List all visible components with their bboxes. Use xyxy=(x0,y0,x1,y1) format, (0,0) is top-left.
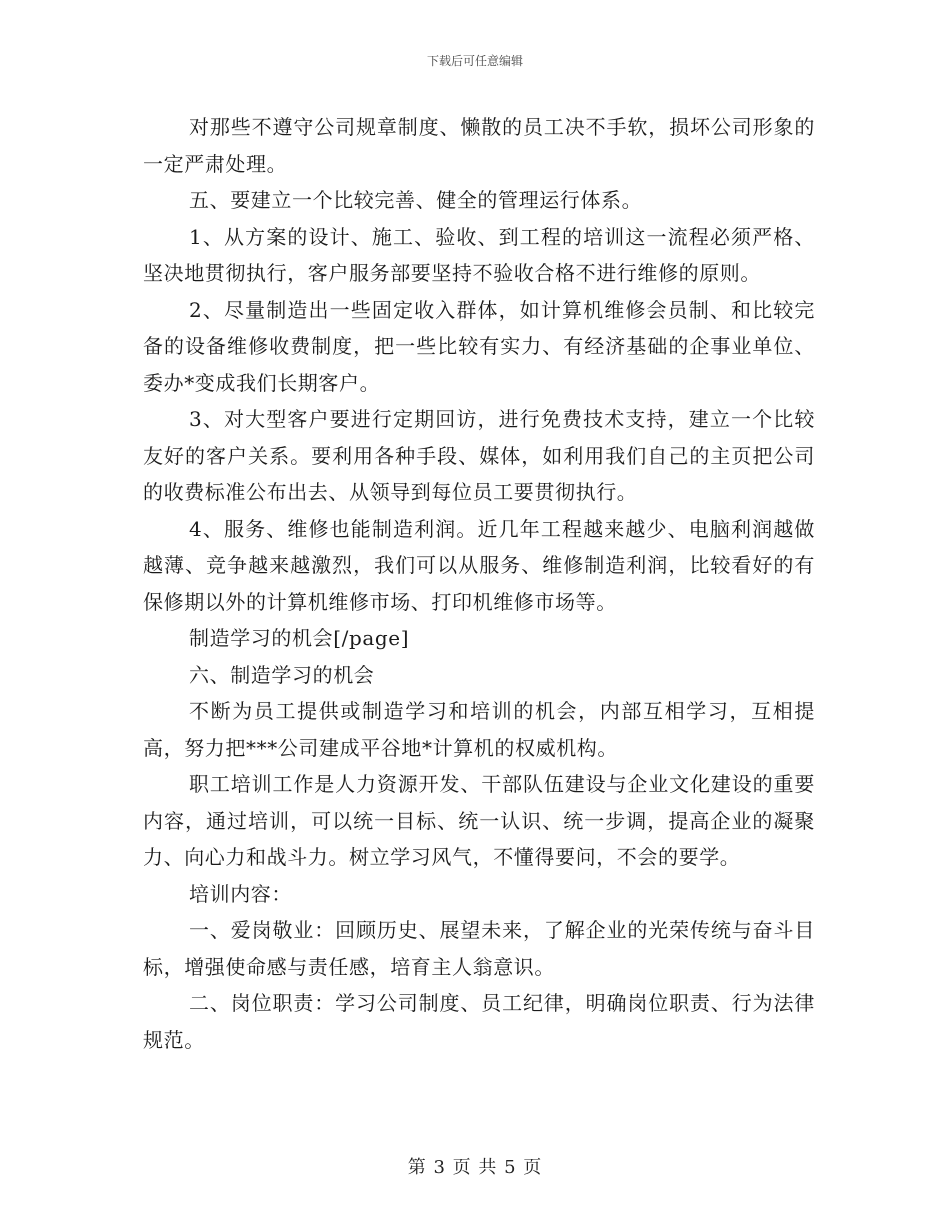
subheading: 培训内容： xyxy=(189,881,292,906)
paragraph: 制造学习的机会[/page] xyxy=(189,626,410,650)
paragraph: 职工培训工作是人力资源开发、干部队伍建设与企业文化建设的重要内容，通过培训，可以统一目标、统一认识、统一步调，提高企业的凝聚力、向心力和战斗力。树立学习风气，不懂得要问，不会的要学。 xyxy=(143,772,815,869)
paragraph: 2、尽量制造出一些固定收入群体，如计算机维修会员制、和比较完备的设备维修收费制度，把一些比较有实力、有经济基础的企事业单位、委办*变成我们长期客户。 xyxy=(143,297,815,395)
paragraph: 一、爱岗敬业：回顾历史、展望未来，了解企业的光荣传统与奋斗目标，增强使命感与责任感，培育主人翁意识。 xyxy=(143,918,815,979)
paragraph: 二、岗位职责：学习公司制度、员工纪律，明确岗位职责、行为法律规范。 xyxy=(143,991,815,1052)
page-header: 下载后可任意编辑 xyxy=(426,54,523,68)
paragraph: 对那些不遵守公司规章制度、懒散的员工决不手软，损坏公司形象的一定严肃处理。 xyxy=(143,115,815,176)
paragraph: 不断为员工提供或制造学习和培训的机会，内部互相学习，互相提高，努力把***公司建成平谷地*计算机的权威机构。 xyxy=(143,699,815,760)
paragraph: 五、要建立一个比较完善、健全的管理运行体系。 xyxy=(189,188,643,212)
paragraph: 3、对大型客户要进行定期回访，进行免费技术支持，建立一个比较友好的客户关系。要利用各种手段、媒体，如利用我们自己的主页把公司的收费标准公布出去、从领导到每位员工要贯彻执行。 xyxy=(143,407,815,504)
document-body xyxy=(143,109,815,1058)
section-heading: 六、制造学习的机会 xyxy=(189,662,375,687)
page-number: 第 3 页 共 5 页 xyxy=(407,1157,543,1178)
paragraph: 1、从方案的设计、施工、验收、到工程的培训这一流程必须严格、坚决地贯彻执行，客户服务部要坚持不验收合格不进行维修的原则。 xyxy=(143,224,815,285)
paragraph: 4、服务、维修也能制造利润。近几年工程越来越少、电脑利润越做越薄、竞争越来越激烈，我们可以从服务、维修制造利润，比较看好的有保修期以外的计算机维修市场、打印机维修市场等。 xyxy=(143,516,815,614)
